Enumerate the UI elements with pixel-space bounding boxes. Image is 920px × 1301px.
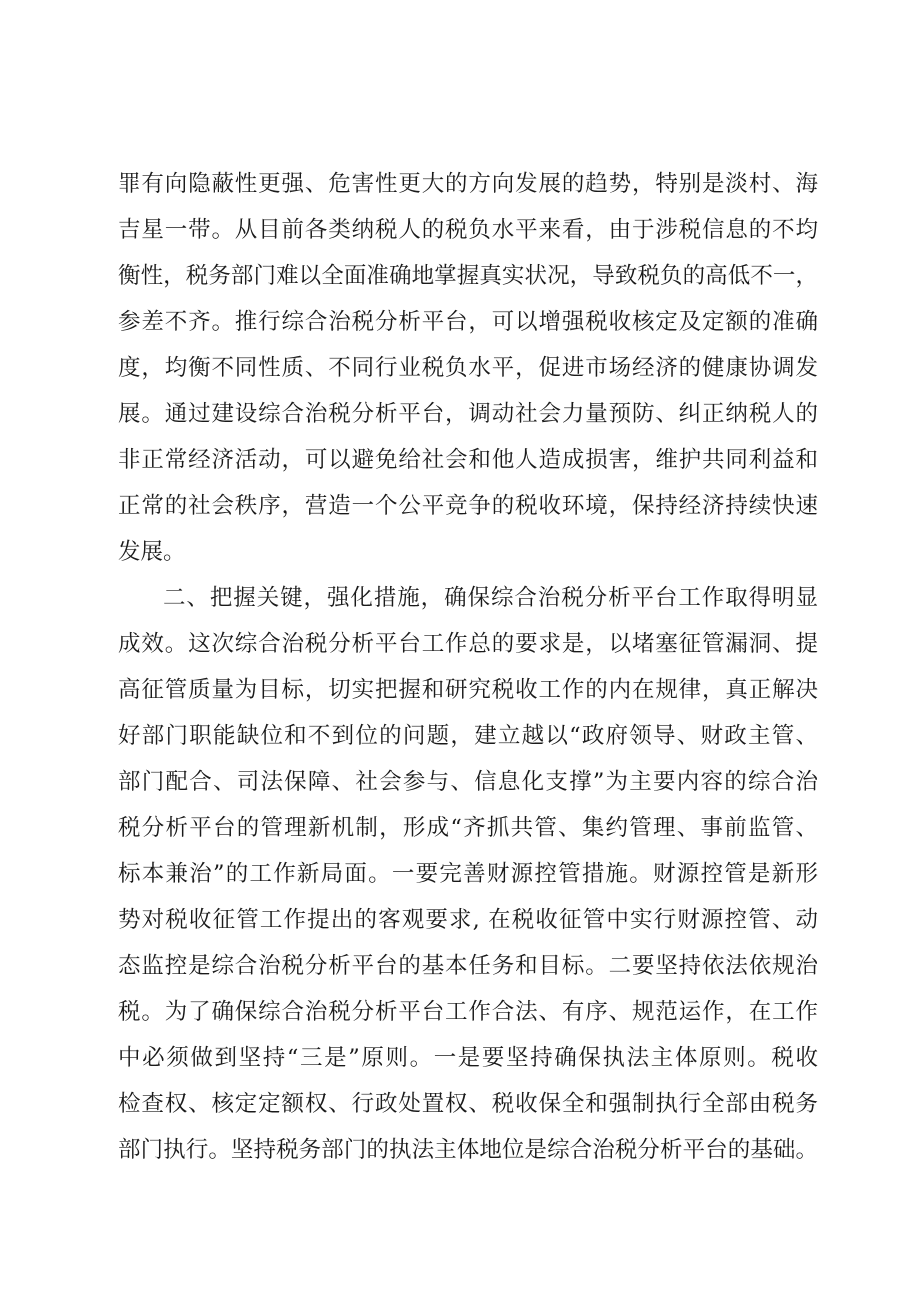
text-line: 参差不齐。推行综合治税分析平台，可以增强税收核定及定额的准确 [118, 309, 818, 335]
text-line: 部门配合、司法保障、社会参与、信息化支撑”为主要内容的综合治 [118, 769, 818, 795]
text-line: 好部门职能缺位和不到位的问题，建立越以“政府领导、财政主管、 [118, 723, 818, 749]
text-line: 标本兼治”的工作新局面。一要完善财源控管措施。财源控管是新形 [118, 861, 818, 887]
paragraph-heading-line: 二、把握关键，强化措施，确保综合治税分析平台工作取得明显 [163, 585, 818, 611]
text-line: 正常的社会秩序，营造一个公平竞争的税收环境，保持经济持续快速 [118, 493, 818, 519]
text-line: 检查权、核定定额权、行政处置权、税收保全和强制执行全部由税务 [118, 1091, 818, 1117]
text-line: 部门执行。坚持税务部门的执法主体地位是综合治税分析平台的基础。 [118, 1137, 818, 1163]
text-line: 罪有向隐蔽性更强、危害性更大的方向发展的趋势，特别是淡村、海 [118, 171, 818, 197]
text-line: 税。为了确保综合治税分析平台工作合法、有序、规范运作，在工作 [118, 999, 818, 1025]
text-line: 度，均衡不同性质、不同行业税负水平，促进市场经济的健康协调发 [118, 355, 818, 381]
text-line: 展。通过建设综合治税分析平台，调动社会力量预防、纠正纳税人的 [118, 401, 818, 427]
text-line: 吉星一带。从目前各类纳税人的税负水平来看，由于涉税信息的不均 [118, 217, 818, 243]
text-line: 税分析平台的管理新机制，形成“齐抓共管、集约管理、事前监管、 [118, 815, 818, 841]
text-line: 成效。这次综合治税分析平台工作总的要求是，以堵塞征管漏洞、提 [118, 631, 818, 657]
text-line: 中必须做到坚持“三是”原则。一是要坚持确保执法主体原则。税收 [118, 1045, 818, 1071]
text-line: 态监控是综合治税分析平台的基本任务和目标。二要坚持依法依规治 [118, 953, 818, 979]
text-line: 高征管质量为目标，切实把握和研究税收工作的内在规律，真正解决 [118, 677, 818, 703]
text-line: 非正常经济活动，可以避免给社会和他人造成损害，维护共同利益和 [118, 447, 818, 473]
text-line: 势对税收征管工作提出的客观要求, 在税收征管中实行财源控管、动 [118, 907, 818, 933]
text-line: 衡性，税务部门难以全面准确地掌握真实状况，导致税负的高低不一， [118, 263, 818, 289]
text-line: 发展。 [118, 539, 186, 565]
